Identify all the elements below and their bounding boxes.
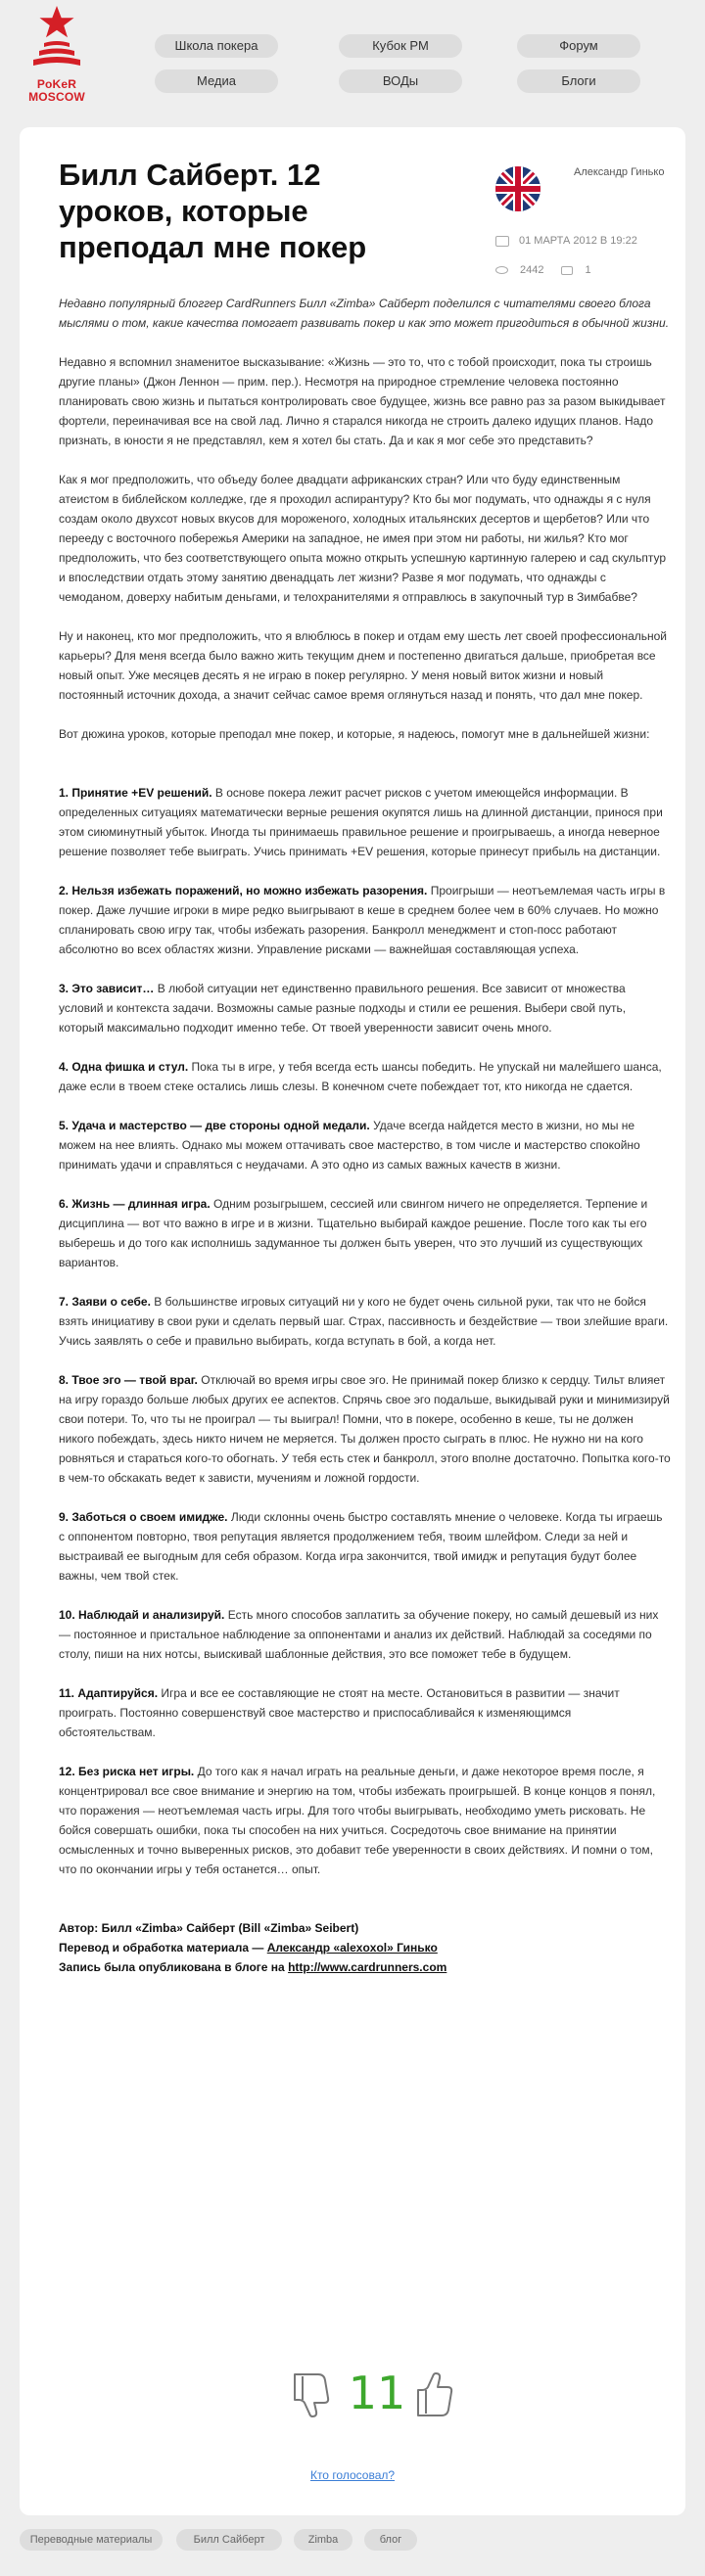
calendar-icon: [495, 236, 509, 247]
lesson-12-text: До того как я начал играть на реальные деньги, и даже некоторое время после, я концентрировал все свое внимание и энергию на том, чтобы избежать проигрышей. В конце концов я понял, что поражения — неотъемлемая часть игры. Для того чтобы выигрывать, необходимо уметь рисковать. Не бойся совершать ошибки, пока ты способен на них учиться. Сосредоточь свое внимание на принятии осмысленных и точно выверенных рисков, это добавит тебе уверенности в своих действиях. И помни о том, что по окончании игры у тебя останется… опыт.: [59, 1765, 656, 1876]
lesson-9: [59, 1507, 671, 1586]
thumbs-up-icon[interactable]: [414, 2370, 457, 2419]
intro-paragraph-3: Ну и наконец, кто мог предположить, что я влюблюсь в покер и отдам ему шесть лет своей профессиональной карьеры? Для меня всегда было важно жить текущим днем и постепенно двигаться дальше, приобретая все новый опыт. Уже месяцев десять я не играю в покер регулярно. У меня новый виток жизни и новый постоянный источник дохода, а значит сейчас самое время оглянуться назад и понять, что дал мне покер.: [59, 629, 668, 702]
logo-line-1: PoKeR: [36, 77, 77, 91]
post-stats-row: [495, 264, 591, 276]
lesson-11-title: 11. Адаптируйся.: [59, 1686, 159, 1700]
article-title: Билл Сайберт. 12 уроков, которые преподал мне покер: [59, 158, 367, 264]
translator-link[interactable]: Александр «alexoxol» Гинько: [266, 1941, 438, 1955]
intro-paragraph-1: Недавно я вспомнил знаменитое высказывание: «Жизнь — это то, что с тобой происходит, пока ты строишь другие планы» (Джон Леннон — прим. пер.). Несмотря на природное стремление человека постоянно планировать свою жизнь и пытаться контролировать свое будущее, жизнь все равно раз за разом выкидывает фортели, переиначивая все на свой лад. Лично я старался никогда не строить далеко идущих планов. Надо признать, в юности я не представлял, кем я хотел бы стать. Да и как я мог себе это представить?: [59, 355, 666, 447]
credit-translation-prefix: Перевод и обработка материала —: [59, 1941, 267, 1955]
lesson-5: [59, 1116, 671, 1174]
nav-media[interactable]: Медиа: [155, 69, 278, 93]
site-logo[interactable]: [18, 4, 96, 102]
lesson-3: [59, 979, 671, 1037]
thumbs-down-icon[interactable]: [291, 2370, 334, 2419]
lesson-4-title: 4. Одна фишка и стул.: [59, 1060, 189, 1074]
lesson-8-text: Отключай во время игры свое эго. Не принимай покер близко к сердцу. Тильт влияет на игру гораздо больше любых других ее аспектов. Спрячь свое эго подальше, выкидывай руки и минимизируй свои потери. То, что ты не проиграл — ты выиграл! Помни, что в покере, особенно в кеше, ты не должен никого побеждать, здесь никто ничем не меряется. Ты должен просто сыграть в плюс. Не нужно ни на кого ровняться и стараться кого-то обогнать. У тебя есть стек и банкролл, этого вполне достаточно. Попытка кого-то в чем-то обскакать ведет к зависти, мучениям и ложной гордости.: [59, 1373, 671, 1485]
lesson-2-title: 2. Нельзя избежать поражений, но можно избежать разорения.: [59, 884, 428, 897]
lesson-1-text: В основе покера лежит расчет рисков с учетом имеющейся информации. В определенных ситуациях математически верные решения окупятся лишь на длинной дистанции, принося при этом сиюминутный убыток. Иногда ты принимаешь правильное решение и проигрываешь, а иногда неверное решение позволяет тебе выиграть. Учись принимать +EV решения, которые принесут прибыль на дистанции.: [59, 786, 663, 858]
lesson-9-text: Люди склонны очень быстро составлять мнение о человеке. Когда ты играешь с оппонентом повторно, твоя репутация является продолжением тебя, твоим шлейфом. Следи за ней и выстраивай ее выгодным для себя образом. Когда игра закончится, твой имидж и репутация будут более важны, чем твой стек.: [59, 1510, 663, 1583]
lesson-12: [59, 1762, 671, 1879]
credit-published: [59, 1957, 671, 1977]
lesson-7-title: 7. Заяви о себе.: [59, 1295, 151, 1309]
lesson-4: [59, 1057, 671, 1096]
vote-score: 11: [348, 2367, 406, 2419]
tag-list: [20, 2529, 685, 2553]
tag-bill-seibert[interactable]: Билл Сайберт: [176, 2529, 282, 2551]
site-header: [0, 0, 705, 127]
lesson-10-text: Есть много способов заплатить за обучение покеру, но самый дешевый из них — постоянное и пристальное наблюдение за оппонентами и анализ их действий. Наблюдай за соседями по столу, пиши на них нотсы, выискивай шаблонные действия, это все поможет тебе в будущем.: [59, 1608, 659, 1661]
article-lead: Недавно популярный блоггер CardRunners Билл «Zimba» Сайберт поделился с читателями своего блога мыслями о том, какие качества помогает развивать покер и как это может пригодиться в обычной жизни.: [59, 297, 670, 330]
credit-author: Автор: Билл «Zimba» Сайберт (Bill «Zimba» Seibert): [59, 1921, 359, 1935]
nav-vods[interactable]: ВОДы: [339, 69, 462, 93]
lesson-4-text: Пока ты в игре, у тебя всегда есть шансы победить. Не упускай ни малейшего шанса, даже если в твоем стеке остались лишь слезы. В конечном счете побеждает тот, кто никогда не сдается.: [59, 1060, 662, 1093]
lesson-1-title: 1. Принятие +EV решений.: [59, 786, 212, 800]
lesson-8-title: 8. Твое эго — твой враг.: [59, 1373, 198, 1387]
nav-poker-school[interactable]: Школа покера: [155, 34, 278, 58]
who-voted-link[interactable]: Кто голосовал?: [309, 2468, 396, 2482]
lesson-3-text: В любой ситуации нет единственно правильного решения. Все зависит от множества условий и контекста задачи. Возможны самые разные подходы и стили ее решения. Выбери свой путь, который максимально подходит именно тебе. От твоей уверенности зависит очень много.: [59, 982, 627, 1035]
tag-translated-materials[interactable]: Переводные материалы: [20, 2529, 163, 2551]
voting-widget: [291, 2367, 467, 2425]
lesson-11-text: Игра и все ее составляющие не стоят на месте. Остановиться в развитии — значит проиграть. Постоянно совершенствуй свое мастерство и приспосабливайся к изменяющимся обстоятельствам.: [59, 1686, 620, 1739]
post-date-row: [495, 235, 637, 247]
article-card: [20, 127, 685, 2515]
logo-emblem-icon: [18, 4, 96, 78]
lesson-2-text: Проигрыши — неотъемлемая часть игры в покер. Даже лучшие игроки в мире редко выигрывают в кеше в среднем более чем в 60% случаев. Но можно спланировать свою игру так, чтобы избежать разорения. Банкролл менеджмент и стоп-посс работают абсолютно во всех областях жизни. Управление рисками — важнейшая составляющая успеха.: [59, 884, 666, 956]
nav-cup-rm[interactable]: Кубок РМ: [339, 34, 462, 58]
uk-flag-icon: [495, 166, 540, 211]
logo-wordmark: [18, 78, 96, 104]
lesson-9-title: 9. Заботься о своем имидже.: [59, 1510, 228, 1524]
author-avatar[interactable]: [495, 166, 540, 211]
intro-paragraph-4: Вот дюжина уроков, которые преподал мне покер, и которые, я надеюсь, помогут мне в дальнейшей жизни:: [59, 727, 650, 741]
lesson-11: [59, 1683, 671, 1742]
lesson-6-text: Одним розыгрышем, сессией или свингом ничего не определяется. Терпение и дисциплина — вот что важно в игре и в жизни. Тщательно выбирай каждое решение. После того как ты его выберешь и до того как исполнишь задуманное ты должен быть уверен, что это лучший из существующих вариантов.: [59, 1197, 648, 1269]
tag-blog[interactable]: блог: [364, 2529, 417, 2551]
intro-paragraph-2: Как я мог предположить, что объеду более двадцати африканских стран? Или что буду единственным атеистом в библейском колледже, где я проходил аспирантуру? Кто бы мог подумать, что однажды я с нуля создам около двухсот новых вкусов для мороженого, холодных итальянских десертов и щербетов? Или что перееду с восточного побережья Америки на западное, не имея при этом ни работы, ни жилья? Кто мог предположить, что без соответствующего опыта можно открыть успешную картинную галерею и сад скульптур и впоследствии отдать этому занятию двенадцать лет жизни? Разве я мог подумать, что однажды с чемоданом, доверху набитым деньгами, и телохранителями я отправлюсь в закупочный тур в Зимбабве?: [59, 473, 667, 604]
credit-published-prefix: Запись была опубликована в блоге на: [59, 1960, 289, 1974]
main-nav: [155, 34, 688, 97]
source-link[interactable]: http://www.cardrunners.com: [288, 1960, 447, 1974]
lesson-12-title: 12. Без риска нет игры.: [59, 1765, 195, 1778]
tag-zimba[interactable]: Zimba: [294, 2529, 352, 2551]
lesson-8: [59, 1370, 671, 1488]
logo-line-2: MOSCOW: [28, 90, 85, 104]
author-name[interactable]: Александр Гинько: [574, 166, 665, 178]
comments-count[interactable]: 1: [585, 264, 591, 276]
lesson-10: [59, 1605, 671, 1664]
comment-icon: [561, 266, 573, 275]
lesson-3-title: 3. Это зависит…: [59, 982, 155, 995]
lesson-1: [59, 783, 671, 861]
lesson-5-title: 5. Удача и мастерство — две стороны одной медали.: [59, 1119, 370, 1132]
lesson-7-text: В большинстве игровых ситуаций ни у кого не будет очень сильной руки, так что не бойся взять инициативу в свои руки и сделать первый шаг. Страх, пассивность и бездействие — твои злейшие враги. Учись заявлять о себе и правильно выбирать, когда вступать в бой, а когда нет.: [59, 1295, 669, 1348]
post-date: 01 МАРТА 2012 В 19:22: [519, 235, 637, 247]
nav-forum[interactable]: Форум: [517, 34, 640, 58]
lesson-2: [59, 881, 671, 959]
nav-blogs[interactable]: Блоги: [517, 69, 640, 93]
lesson-7: [59, 1292, 671, 1351]
credit-translation: [59, 1938, 671, 1957]
lesson-5-text: Удаче всегда найдется место в жизни, но мы не можем на нее влиять. Однако мы можем оттачивать свое мастерство, в том числе и мастерство спокойно принимать удачи и справляться с неудачами. А это одно из самых важных качеств в жизни.: [59, 1119, 640, 1172]
article-body: [59, 294, 671, 1977]
lesson-6: [59, 1194, 671, 1272]
eye-icon: [495, 266, 508, 274]
lesson-10-title: 10. Наблюдай и анализируй.: [59, 1608, 225, 1622]
lesson-6-title: 6. Жизнь — длинная игра.: [59, 1197, 211, 1211]
views-count: 2442: [520, 264, 544, 276]
